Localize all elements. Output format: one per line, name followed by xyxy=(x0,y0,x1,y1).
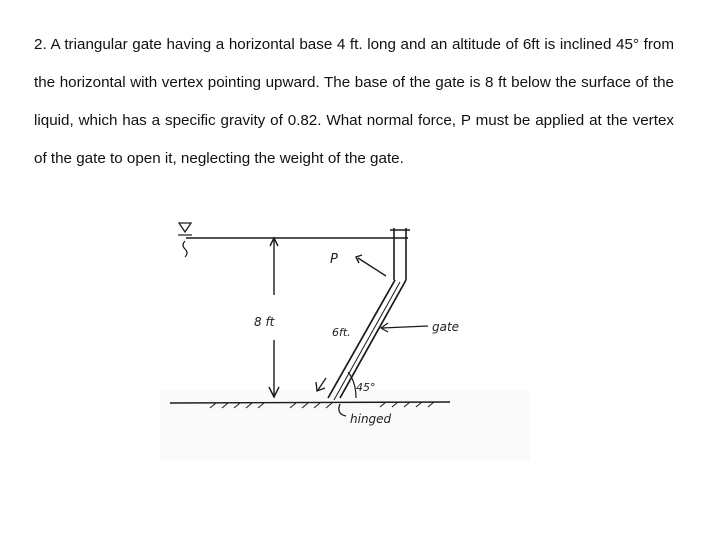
sketch-paper-smudge xyxy=(160,390,530,460)
force-label: P xyxy=(330,252,338,267)
hinge-label: hinged xyxy=(350,412,392,426)
problem-statement: 2. A triangular gate having a horizontal base 4 ft. long and an altitude of 6ft is inclined 45° from the horizontal with vertex pointing upward. The base of the gate is 8 ft below the surface of the liquid, which has a specific gravity of 0.82. What normal force, P must be applied at the vertex of the gate to open it, neglecting the weight of the gate. xyxy=(34,36,674,167)
angle-label: 45° xyxy=(356,381,376,394)
liquid-surface xyxy=(178,223,408,257)
depth-label: 8 ft xyxy=(254,315,275,329)
altitude-label: 6ft. xyxy=(332,326,351,339)
gate-diagram xyxy=(150,200,540,470)
tank-wall xyxy=(390,228,410,280)
altitude-arrow xyxy=(316,378,326,391)
force-arrow xyxy=(356,255,386,276)
gate-label: gate xyxy=(432,320,460,334)
gate-leader xyxy=(381,323,428,332)
